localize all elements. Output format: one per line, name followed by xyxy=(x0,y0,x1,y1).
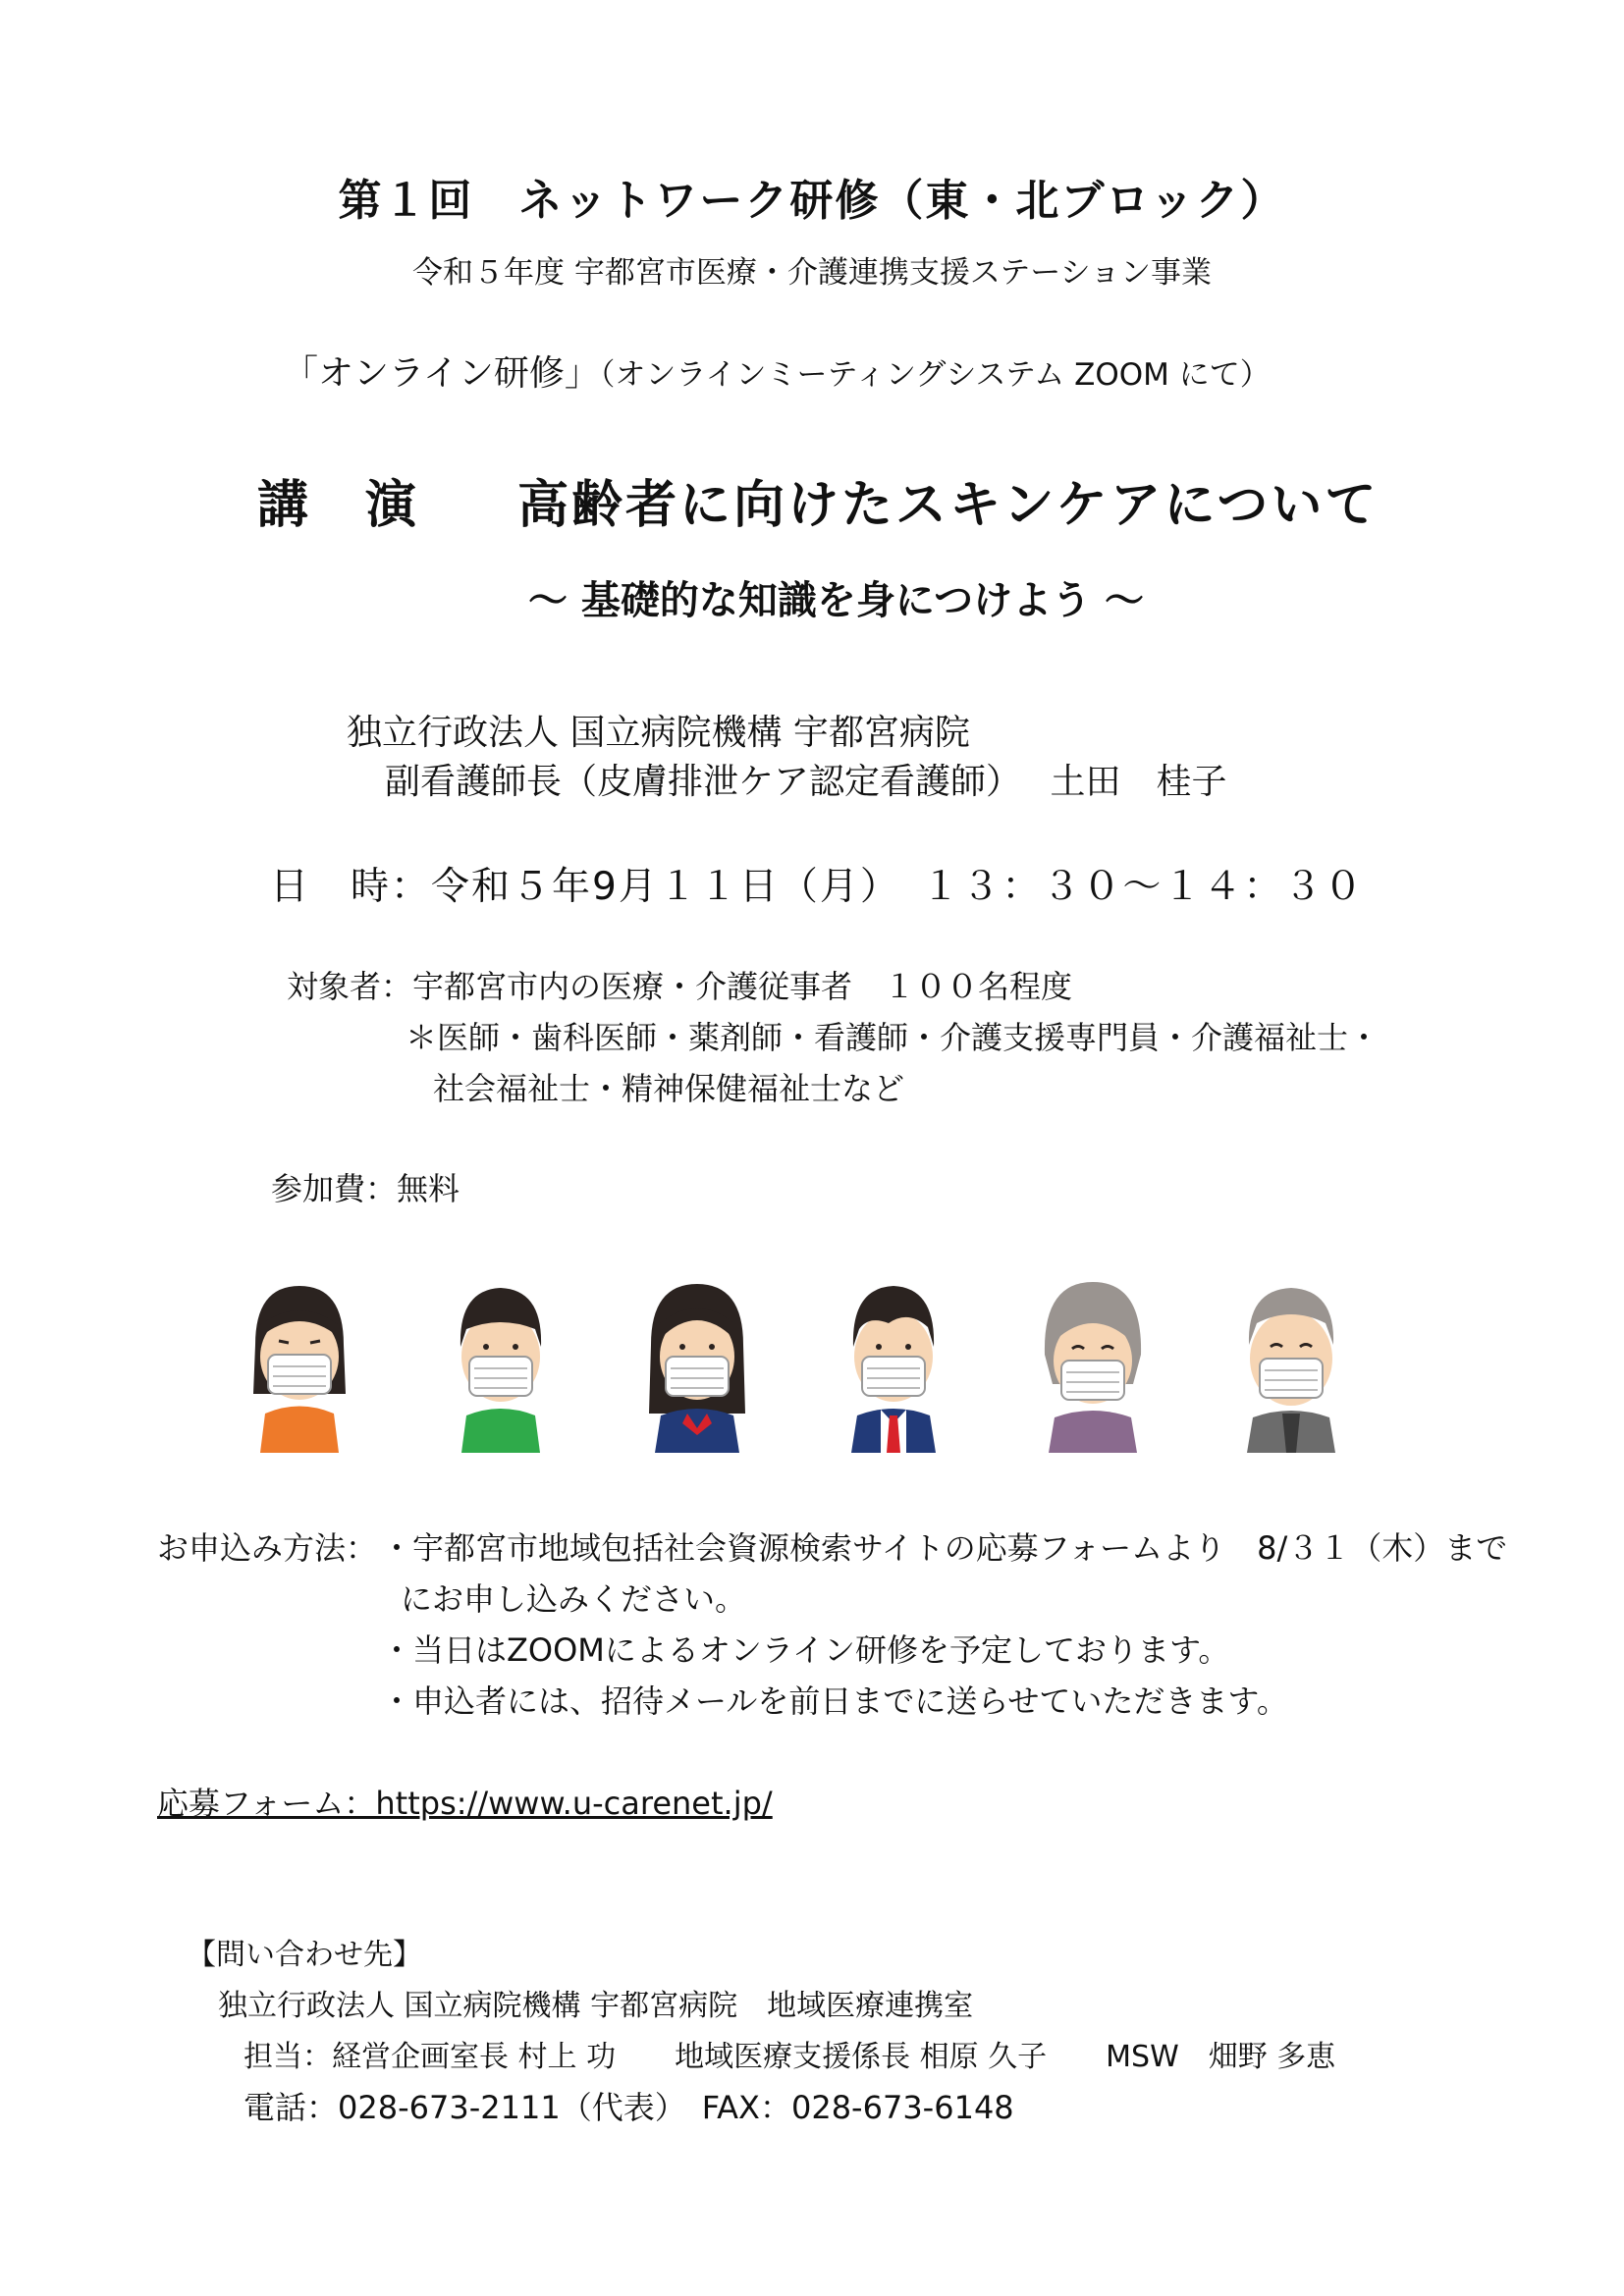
contact-organization: 独立行政法人 国立病院機構 宇都宮病院 地域医療連携室 xyxy=(218,1989,974,2023)
speaker-role-name: 副看護師長（皮膚排泄ケア認定看護師） 土田 桂子 xyxy=(385,762,1227,802)
apply-method-item-2: ・当日はZOOMによるオンライン研修を予定しております。 xyxy=(381,1631,1230,1669)
illustration-row xyxy=(236,1276,1394,1453)
masked-boy-green-icon xyxy=(437,1276,565,1453)
masked-woman-orange-icon xyxy=(236,1276,363,1453)
lecture-topic: 高齢者に向けたスキンケアについて xyxy=(517,476,1380,535)
contact-persons: 担当：経営企画室長 村上 功 地域医療支援係長 相原 久子 MSW 畑野 多恵 xyxy=(244,2040,1336,2074)
masked-man-suit-icon xyxy=(830,1276,957,1453)
page-subtitle: 令和５年度 宇都宮市医療・介護連携支援ステーション事業 xyxy=(412,255,1212,291)
online-training-label: 「オンライン研修」 xyxy=(283,353,600,394)
online-training-line xyxy=(283,346,1271,396)
apply-method-item-3: ・申込者には、招待メールを前日までに送らせていただきます。 xyxy=(381,1682,1288,1720)
apply-method-label: お申込み方法： xyxy=(157,1529,378,1567)
online-training-note: （オンラインミーティングシステム ZOOM にて） xyxy=(599,357,1271,393)
event-fee: 参加費：無料 xyxy=(271,1170,460,1207)
speaker-organization: 独立行政法人 国立病院機構 宇都宮病院 xyxy=(347,713,970,753)
contact-heading: 【問い合わせ先】 xyxy=(187,1938,422,1972)
contact-phone: 電話：028-673-2111（代表） FAX：028-673-6148 xyxy=(244,2089,1014,2126)
page-title: 第１回 ネットワーク研修（東・北ブロック） xyxy=(338,176,1286,226)
masked-elderly-woman-icon xyxy=(1029,1276,1157,1453)
lecture-label: 講 演 xyxy=(257,476,420,535)
masked-girl-uniform-icon xyxy=(633,1276,761,1453)
masked-elderly-man-icon xyxy=(1227,1276,1355,1453)
lecture-heading xyxy=(257,463,1379,537)
event-target-detail-cont: 社会福祉士・精神保健福祉士など xyxy=(433,1070,905,1107)
apply-method-item-1: ・宇都宮市地域包括社会資源検索サイトの応募フォームより 8/３１（木）まで xyxy=(381,1529,1508,1567)
apply-method-item-1-cont: にお申し込みください。 xyxy=(401,1580,747,1618)
event-target: 対象者：宇都宮市内の医療・介護従事者 １００名程度 xyxy=(287,968,1073,1005)
event-datetime: 日 時：令和５年9月１１日（月） １３：３０～１４：３０ xyxy=(270,865,1365,909)
application-form-link[interactable]: 応募フォーム：https://www.u-carenet.jp/ xyxy=(157,1785,773,1822)
lecture-subtopic: ～ 基礎的な知識を身につけよう ～ xyxy=(528,578,1145,623)
event-target-detail: ＊医師・歯科医師・薬剤師・看護師・介護支援専門員・介護福祉士・ xyxy=(406,1019,1380,1056)
